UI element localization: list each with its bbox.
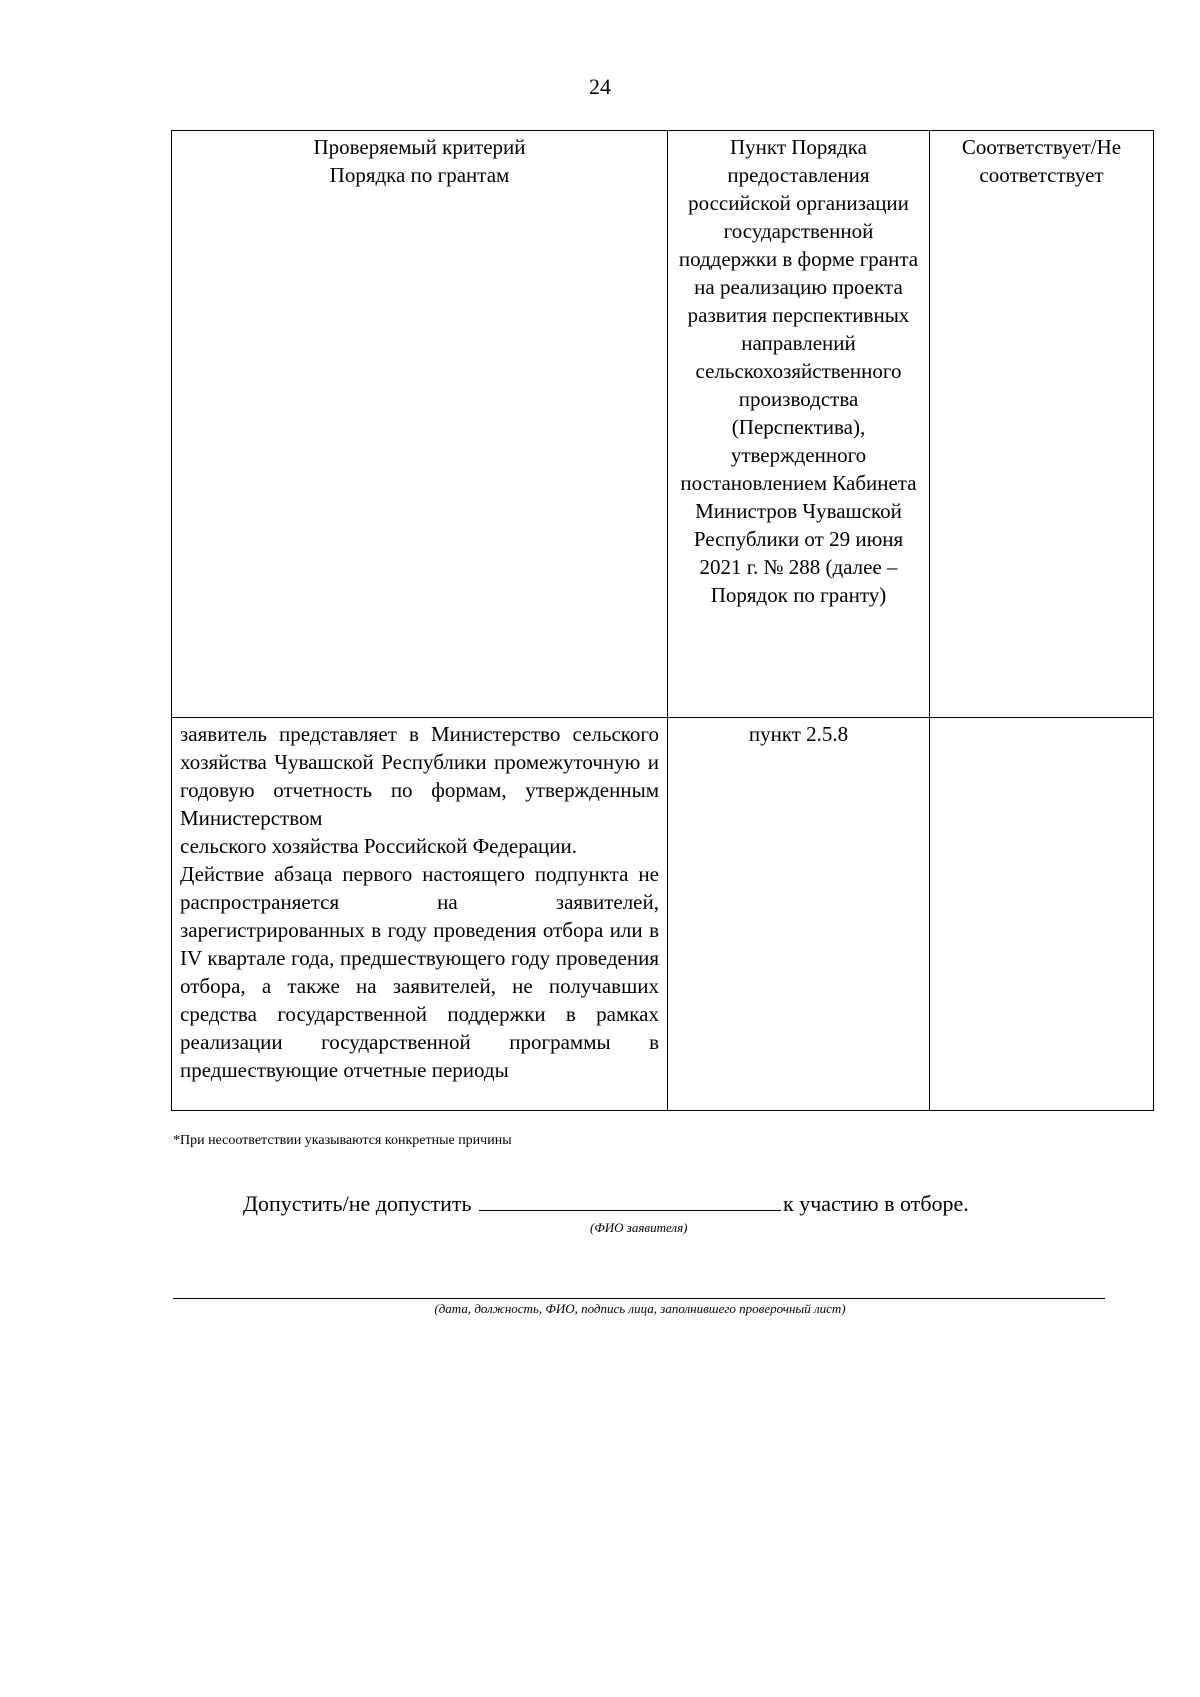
cell-criterion [172, 718, 668, 1111]
criterion-paragraph-2-end: предшествующие отчетные периоды [180, 1058, 509, 1082]
criterion-paragraph-2-text: Действие абзаца первого настоящего подпункта не распространяется на заявителей, зарегистрированных в году проведения отбора или в IV квартале года, предшествующего году проведения отбора, а также на заявителей, не получавших средства государственной поддержки в рамках реализации государственной программы в [180, 862, 659, 1054]
table-header-row [172, 131, 1154, 718]
header-status-line2: соответствует [979, 163, 1104, 187]
footnote: *При несоответствии указываются конкретные причины [173, 1133, 512, 1148]
criterion-paragraph-1 [180, 720, 659, 860]
header-criterion-line1: Проверяемый критерий [313, 135, 526, 159]
criterion-paragraph-1-text: заявитель представляет в Министерство сельского хозяйства Чувашской Республики промежуточную и годовую отчетность по формам, утвержденным Министерством [180, 722, 659, 830]
admission-line [243, 1190, 969, 1217]
table-row [172, 718, 1154, 1111]
signature-line[interactable] [173, 1298, 1105, 1299]
header-status-line1: Соответствует/Не [961, 135, 1122, 159]
header-criterion [172, 131, 668, 718]
criterion-paragraph-2 [180, 860, 659, 1084]
applicant-name-blank[interactable] [479, 1190, 781, 1211]
admission-suffix: к участию в отборе. [783, 1191, 969, 1216]
admission-prefix: Допустить/не допустить [243, 1191, 472, 1216]
cell-status[interactable] [930, 718, 1154, 1111]
criteria-table [171, 130, 1154, 1111]
criterion-paragraph-1-end: сельского хозяйства Российской Федерации. [180, 834, 578, 858]
cell-clause: пункт 2.5.8 [668, 718, 930, 1111]
header-status [930, 131, 1154, 718]
header-clause: Пункт Порядка предоставления российской организации государственной поддержки в форме гранта на реализацию проекта развития перспективных направлений сельскохозяйственного производства (Перспектива), утвержденного постановлением Кабинета Министров Чувашской Республики от 29 июня 2021 г. № 288 (далее – Порядок по гранту) [668, 131, 930, 718]
header-criterion-line2: Порядка по грантам [329, 163, 510, 187]
page-number: 24 [589, 74, 611, 99]
applicant-name-caption: (ФИО заявителя) [590, 1220, 688, 1235]
signature-caption: (дата, должность, ФИО, подпись лица, заполнившего проверочный лист) [434, 1301, 846, 1316]
